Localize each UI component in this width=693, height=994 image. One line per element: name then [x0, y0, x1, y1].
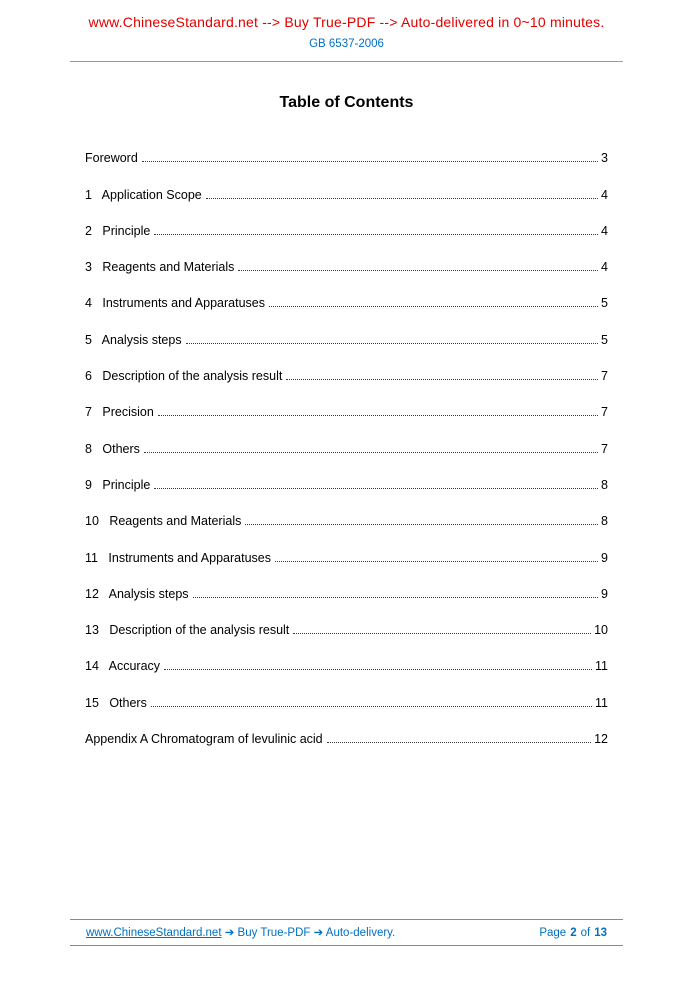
toc-row: [85, 130, 608, 166]
dot-leader: [206, 198, 598, 199]
of-label: of: [580, 927, 591, 939]
toc-entry-label: 9 Principle: [85, 477, 151, 492]
dot-leader: [154, 488, 598, 489]
standard-code: GB 6537-2006: [309, 38, 384, 50]
toc-entry-page-number: 5: [601, 332, 608, 347]
toc-entry-label: 13 Description of the analysis result: [85, 623, 290, 638]
toc-entry-page-number: 11: [595, 695, 608, 710]
toc-entry-page-number: 8: [601, 477, 608, 492]
toc-row: [85, 529, 608, 565]
toc-row: [85, 457, 608, 493]
toc-entry-page-number: 5: [601, 296, 608, 311]
toc-entry-page-number: 7: [601, 405, 608, 420]
toc-entry-label: 4 Instruments and Apparatuses: [85, 296, 265, 311]
toc-entry-label: 11 Instruments and Apparatuses: [85, 550, 271, 565]
toc-row: [85, 674, 608, 710]
dot-leader: [158, 415, 598, 416]
toc-row: [85, 203, 608, 239]
toc-row: [85, 566, 608, 602]
dot-leader: [275, 561, 598, 562]
toc-entry-page-number: 3: [601, 151, 608, 166]
dot-leader: [269, 306, 598, 307]
toc-entry-label: Appendix A Chromatogram of levulinic acid: [85, 732, 323, 747]
dot-leader: [154, 234, 598, 235]
toc-entry-label: 8 Others: [85, 441, 140, 456]
toc-row: [85, 602, 608, 638]
page-label: Page: [539, 927, 567, 939]
toc-entry-label: 1 Application Scope: [85, 187, 202, 202]
toc-entry-page-number: 7: [601, 441, 608, 456]
footer-left: [86, 925, 395, 939]
dot-leader: [238, 270, 598, 271]
toc-row: [85, 166, 608, 202]
toc-row: [85, 493, 608, 529]
toc-entry-label: 5 Analysis steps: [85, 332, 182, 347]
dot-leader: [164, 669, 592, 670]
toc-row: [85, 638, 608, 674]
page-indicator: [539, 927, 607, 939]
toc-row: [85, 348, 608, 384]
toc-entry-label: 2 Principle: [85, 223, 151, 238]
toc-row: [85, 311, 608, 347]
toc-entry-page-number: 7: [601, 369, 608, 384]
toc-entry-page-number: 8: [601, 514, 608, 529]
toc-entry-page-number: 4: [601, 187, 608, 202]
page-title: Table of Contents: [279, 94, 414, 111]
dot-leader: [286, 379, 598, 380]
toc-entry-page-number: 11: [595, 659, 608, 674]
dot-leader: [186, 343, 598, 344]
site-banner: www.ChineseStandard.net --> Buy True-PDF --> Auto-delivered in 0~10 minutes.: [88, 14, 605, 30]
toc-entry-label: 15 Others: [85, 695, 147, 710]
toc-entry-label: 3 Reagents and Materials: [85, 260, 235, 275]
dot-leader: [142, 161, 598, 162]
toc-list: [85, 130, 608, 747]
header-divider: [70, 61, 623, 62]
footer-link[interactable]: www.ChineseStandard.net: [86, 927, 222, 939]
toc-row: [85, 239, 608, 275]
toc-entry-page-number: 12: [594, 732, 608, 747]
dot-leader: [293, 633, 591, 634]
dot-leader: [193, 597, 599, 598]
dot-leader: [327, 742, 591, 743]
toc-entry-page-number: 4: [601, 260, 608, 275]
toc-entry-page-number: 9: [601, 586, 608, 601]
page-current: 2: [570, 927, 577, 939]
toc-row: [85, 275, 608, 311]
toc-row: [85, 420, 608, 456]
footer-tagline: ➔ Buy True-PDF ➔ Auto-delivery.: [221, 927, 396, 939]
toc-entry-page-number: 10: [594, 623, 608, 638]
dot-leader: [151, 706, 592, 707]
toc-entry-label: 12 Analysis steps: [85, 586, 189, 601]
toc-row: [85, 384, 608, 420]
footer: [70, 919, 623, 946]
toc-entry-page-number: 9: [601, 550, 608, 565]
toc-entry-page-number: 4: [601, 223, 608, 238]
toc-entry-label: 10 Reagents and Materials: [85, 514, 242, 529]
dot-leader: [245, 524, 598, 525]
dot-leader: [144, 452, 598, 453]
page-total: 13: [594, 927, 607, 939]
toc-entry-label: 6 Description of the analysis result: [85, 369, 283, 384]
toc-entry-label: 14 Accuracy: [85, 659, 161, 674]
toc-entry-label: Foreword: [85, 151, 138, 166]
toc-row: [85, 711, 608, 747]
toc-entry-label: 7 Precision: [85, 405, 154, 420]
